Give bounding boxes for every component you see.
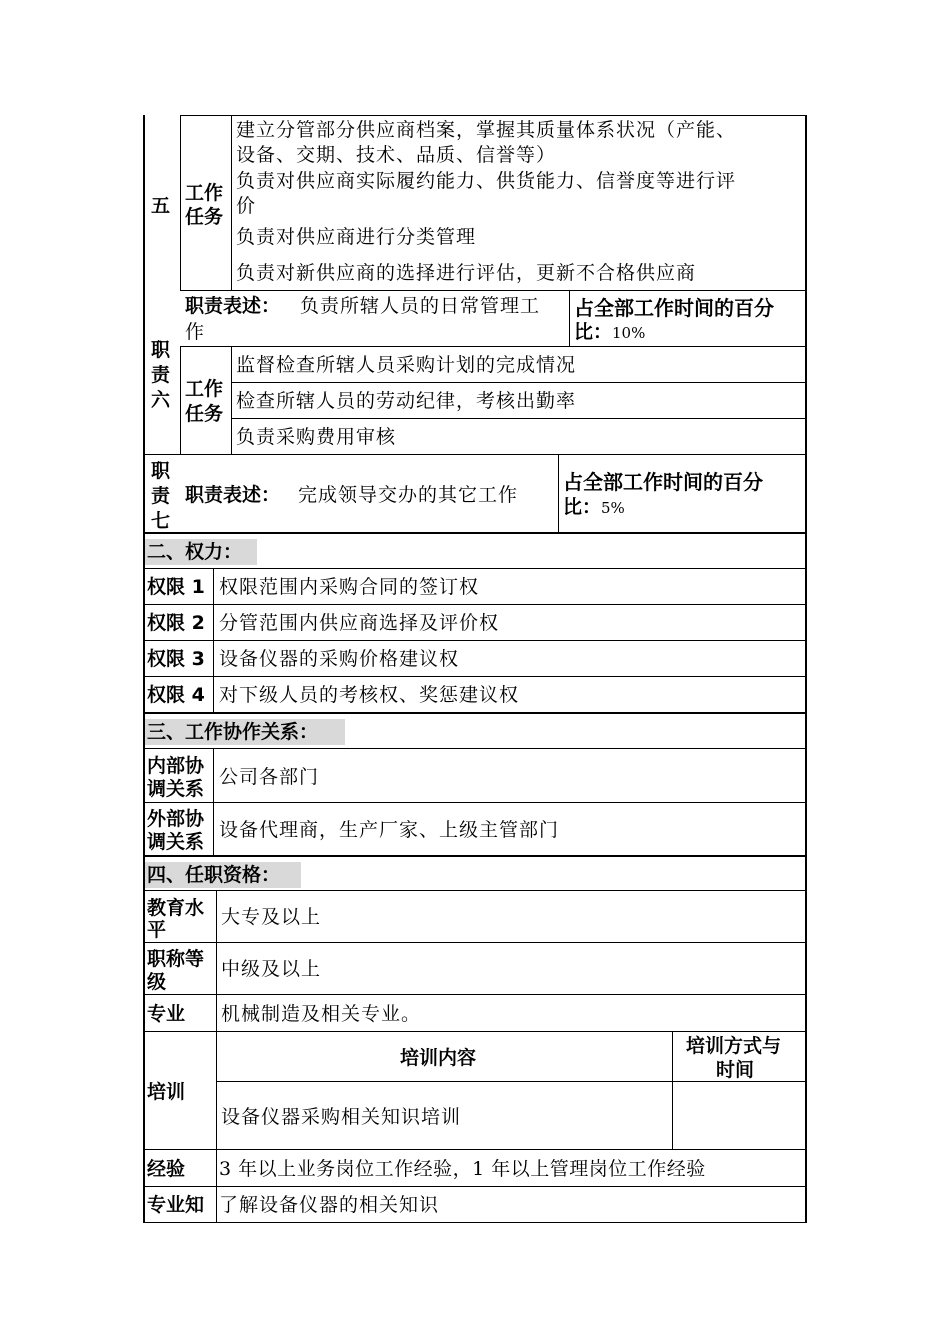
duty5-bottom-line xyxy=(180,290,805,291)
duty6-task-label-1: 工作 xyxy=(185,378,224,400)
table-left-border xyxy=(143,115,145,1223)
section2-title: 二、权力： xyxy=(147,541,243,563)
section2-row-line-1 xyxy=(143,604,805,605)
section4-row-line-0 xyxy=(143,890,805,891)
education-label-1: 教育水 xyxy=(147,897,205,919)
section4-row-line-5 xyxy=(143,1186,805,1187)
major-label: 专业 xyxy=(147,1003,186,1025)
duty6-desc-label: 职责表述： xyxy=(185,295,281,317)
duty7-time-label-1: 占全部工作时间的百分 xyxy=(563,470,763,494)
section2-row-line-2 xyxy=(143,640,805,641)
task-label-col-line-2 xyxy=(180,346,181,454)
duty6-desc-bottom-line xyxy=(180,346,805,347)
duty7-label-2: 责 xyxy=(151,485,171,507)
duty7-time-value: 5% xyxy=(601,499,625,517)
section2-row-1-label: 权限 2 xyxy=(147,612,205,634)
section3-row-0-label-1: 内部协 xyxy=(147,755,205,777)
duty5-task-2: 负责对供应商进行分类管理 xyxy=(236,226,477,248)
section4-row-line-4 xyxy=(143,1149,805,1150)
education-label-2: 平 xyxy=(147,919,167,941)
duty5-task-0-line2: 设备、交期、技术、品质、信誉等） xyxy=(236,144,557,166)
duty6-task-line-2 xyxy=(231,418,805,419)
duty5-task-label-2: 任务 xyxy=(185,206,224,228)
duty6-time-col-line xyxy=(569,290,570,346)
section3-row-1-label-1: 外部协 xyxy=(147,808,205,830)
training-method-header-2: 时间 xyxy=(716,1059,755,1081)
section3-row-0-text: 公司各部门 xyxy=(219,766,320,788)
duty7-time-label-2-text: 比： xyxy=(563,496,602,518)
duty6-time-label-2 xyxy=(574,320,645,345)
experience-text: 3 年以上业务岗位工作经验，1 年以上管理岗位工作经验 xyxy=(219,1158,706,1180)
duty6-task-1: 检查所辖人员的劳动纪律，考核出勤率 xyxy=(236,390,577,412)
duty6-desc-text-2: 作 xyxy=(185,321,206,343)
section4-row-line-3 xyxy=(143,1031,805,1032)
section3-label-col-line xyxy=(213,748,214,855)
training-method-header-1: 培训方式与 xyxy=(686,1035,782,1057)
section4-title: 四、任职资格： xyxy=(147,864,281,886)
duty5-index: 五 xyxy=(151,195,171,217)
duty6-time-value: 10% xyxy=(612,324,646,342)
knowledge-text: 了解设备仪器的相关知识 xyxy=(219,1194,440,1216)
duty6-task-label-2: 任务 xyxy=(185,403,224,425)
title-level-label-2: 级 xyxy=(147,971,167,993)
duty5-task-1-line1: 负责对供应商实际履约能力、供货能力、信誉度等进行评 xyxy=(236,170,737,192)
training-method-col-line xyxy=(672,1031,673,1149)
section2-row-3-label: 权限 4 xyxy=(147,684,205,706)
duty5-row-line-top xyxy=(180,115,805,116)
section2-label-col-line xyxy=(213,568,214,713)
duty5-task-3: 负责对新供应商的选择进行评估，更新不合格供应商 xyxy=(236,262,697,284)
section2-row-0-label: 权限 1 xyxy=(147,576,205,598)
table-right-border xyxy=(805,115,807,1223)
duty5-task-label-1: 工作 xyxy=(185,182,224,204)
duty6-task-0: 监督检查所辖人员采购计划的完成情况 xyxy=(236,354,577,376)
section4-top-line xyxy=(143,855,805,857)
training-label: 培训 xyxy=(147,1081,186,1103)
duty7-label-3: 七 xyxy=(151,510,171,532)
duty6-label-3: 六 xyxy=(151,389,171,411)
duty6-time-label-2-text: 比： xyxy=(574,321,613,343)
section3-row-1-text: 设备代理商，生产厂家、上级主管部门 xyxy=(219,819,560,841)
section2-row-0-text: 权限范围内采购合同的签订权 xyxy=(219,576,480,598)
section3-row-line-1 xyxy=(143,802,805,803)
duty7-time-col-line xyxy=(558,454,559,532)
duty7-desc-text: 完成领导交办的其它工作 xyxy=(298,484,519,506)
duty-label-col-line xyxy=(180,115,181,290)
section4-row-line-1 xyxy=(143,942,805,943)
section2-top-line xyxy=(143,532,805,534)
duty6-task-2: 负责采购费用审核 xyxy=(236,426,397,448)
section3-top-line xyxy=(143,712,805,714)
duty7-time-label-2 xyxy=(563,495,625,520)
table-bottom-line xyxy=(143,1222,805,1223)
section4-row-line-2 xyxy=(143,994,805,995)
duty6-label-2: 责 xyxy=(151,364,171,386)
section4-label-col-line xyxy=(216,890,217,1222)
section3-title: 三、工作协作关系： xyxy=(147,721,319,743)
duty6-time-label-1: 占全部工作时间的百分 xyxy=(574,296,774,320)
section2-row-2-label: 权限 3 xyxy=(147,648,205,670)
training-content-text: 设备仪器采购相关知识培训 xyxy=(221,1106,462,1128)
experience-label: 经验 xyxy=(147,1158,186,1180)
duty6-desc-text-1: 负责所辖人员的日常管理工 xyxy=(300,295,541,317)
section2-row-line-0 xyxy=(143,568,805,569)
training-content-header: 培训内容 xyxy=(400,1047,477,1069)
section3-row-0-label-2: 调关系 xyxy=(147,778,205,800)
knowledge-label: 专业知 xyxy=(147,1194,205,1216)
section2-row-1-text: 分管范围内供应商选择及评价权 xyxy=(219,612,500,634)
duty6-bottom-line xyxy=(143,454,805,455)
duty5-task-0-line1: 建立分管部分供应商档案，掌握其质量体系状况（产能、 xyxy=(236,119,737,141)
duty5-task-1-line2: 价 xyxy=(236,195,257,217)
duty6-label-1: 职 xyxy=(151,339,171,361)
duty6-task-line-1 xyxy=(231,382,805,383)
section2-row-3-text: 对下级人员的考核权、奖惩建议权 xyxy=(219,684,520,706)
major-text: 机械制造及相关专业。 xyxy=(221,1003,422,1025)
task-label-col-line xyxy=(231,115,232,290)
section2-row-line-3 xyxy=(143,676,805,677)
duty7-label-1: 职 xyxy=(151,460,171,482)
section3-row-line-0 xyxy=(143,748,805,749)
section3-row-1-label-2: 调关系 xyxy=(147,831,205,853)
title-level-text: 中级及以上 xyxy=(221,958,322,980)
education-text: 大专及以上 xyxy=(221,906,322,928)
duty7-desc-label: 职责表述： xyxy=(185,484,281,506)
section2-row-2-text: 设备仪器的采购价格建议权 xyxy=(219,648,460,670)
task-label-col-line-3 xyxy=(231,346,232,454)
title-level-label-1: 职称等 xyxy=(147,948,205,970)
